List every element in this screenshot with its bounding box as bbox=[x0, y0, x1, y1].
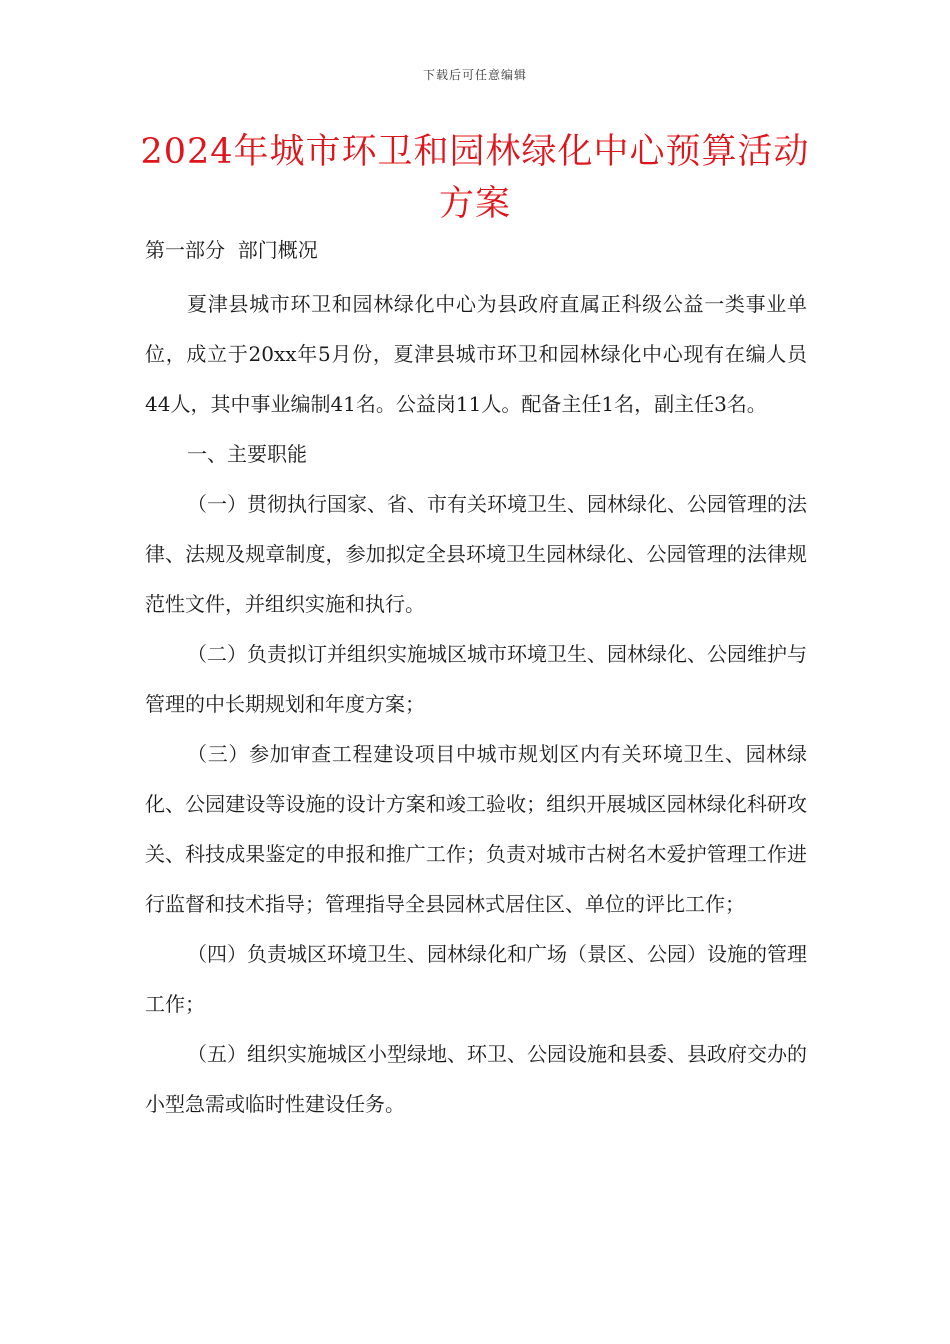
section-heading-main-functions: 一、主要职能 bbox=[187, 442, 307, 466]
header-note: 下载后可任意编辑 bbox=[422, 68, 527, 82]
duty-paragraph-5: （五）组织实施城区小型绿地、环卫、公园设施和县委、县政府交办的小型急需或临时性建设任务。 bbox=[145, 1042, 807, 1116]
part-heading: 第一部分 部门概况 bbox=[145, 238, 318, 262]
duty-paragraph-3: （三）参加审查工程建设项目中城市规划区内有关环境卫生、园林绿化、公园建设等设施的设计方案和竣工验收；组织开展城区园林绿化科研攻关、科技成果鉴定的申报和推广工作；负责对城市古树名木爱护管理工作进行监督和技术指导；管理指导全县园林式居住区、单位的评比工作； bbox=[145, 742, 807, 916]
intro-paragraph: 夏津县城市环卫和园林绿化中心为县政府直属正科级公益一类事业单位，成立于20xx年5月份，夏津县城市环卫和园林绿化中心现有在编人员44人，其中事业编制41名。公益岗11人。配备主任1名，副主任3名。 bbox=[145, 292, 807, 416]
duty-paragraph-4: （四）负责城区环境卫生、园林绿化和广场（景区、公园）设施的管理工作； bbox=[145, 942, 807, 1016]
duty-paragraph-1: （一）贯彻执行国家、省、市有关环境卫生、园林绿化、公园管理的法律、法规及规章制度，参加拟定全县环境卫生园林绿化、公园管理的法律规范性文件，并组织实施和执行。 bbox=[145, 492, 807, 616]
document-body bbox=[145, 229, 807, 1129]
duty-paragraph-2: （二）负责拟订并组织实施城区城市环境卫生、园林绿化、公园维护与管理的中长期规划和年度方案； bbox=[145, 642, 807, 716]
document-title: 2024年城市环卫和园林绿化中心预算活动方案 bbox=[140, 132, 810, 224]
